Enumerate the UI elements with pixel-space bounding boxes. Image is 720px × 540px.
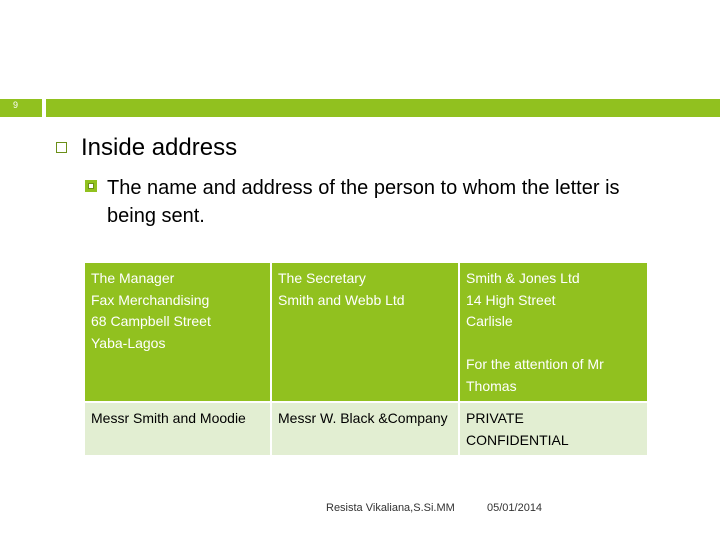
slide-number-box [0, 99, 42, 117]
table-cell: Messr Smith and Moodie [85, 402, 271, 456]
table-cell: Messr W. Black &Company [271, 402, 459, 456]
hollow-square-bullet-icon [56, 142, 67, 153]
table-cell: Smith & Jones Ltd 14 High Street Carlisle For the attention of Mr Thomas [459, 263, 647, 402]
filled-square-bullet-icon [85, 180, 97, 192]
header-bar [46, 99, 720, 117]
slide-number: 9 [13, 100, 19, 110]
table-row [85, 263, 647, 402]
bullet-heading: Inside address [81, 134, 238, 161]
footer-date: 05/01/2014 [487, 502, 543, 514]
address-examples-table [85, 263, 647, 457]
table-cell: The Manager Fax Merchandising 68 Campbell Street Yaba-Lagos [85, 263, 271, 402]
sub-bullet-text: The name and address of the person to whom the letter is being sent. [107, 177, 620, 227]
table-cell: The Secretary Smith and Webb Ltd [271, 263, 459, 402]
table-row [85, 402, 647, 456]
footer-author: Resista Vikaliana,S.Si.MM [326, 502, 455, 514]
table-cell: PRIVATE CONFIDENTIAL [459, 402, 647, 456]
